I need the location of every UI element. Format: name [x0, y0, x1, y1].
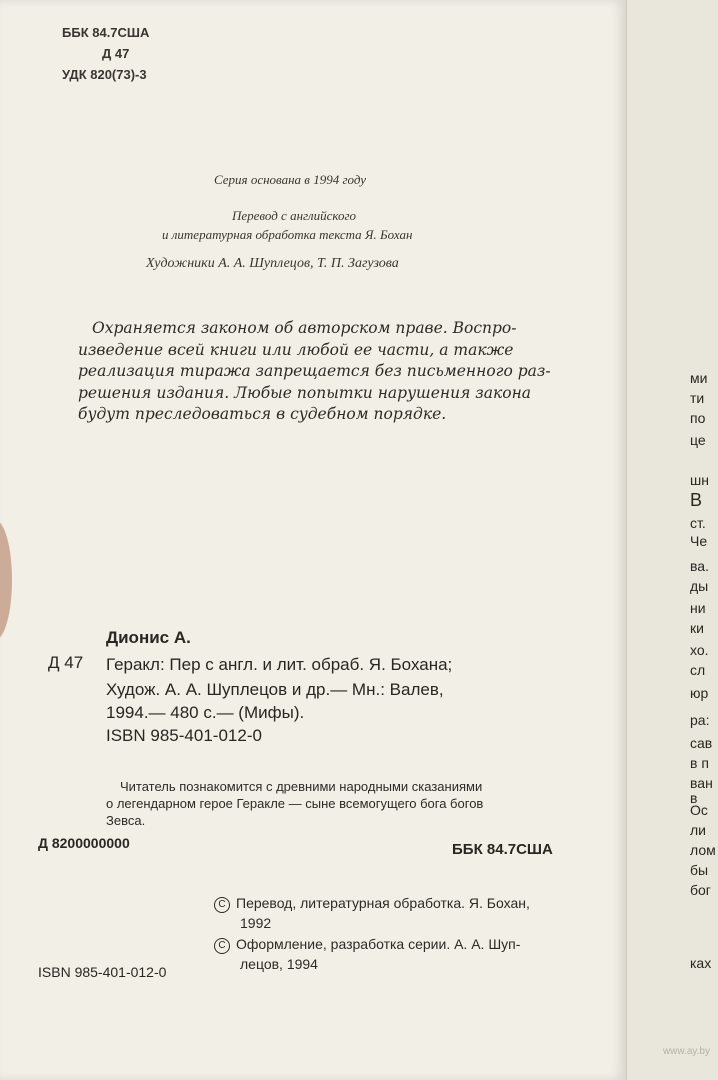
biblio-code: Д 47 [48, 653, 84, 672]
right-page-fragment: в [690, 790, 698, 806]
classification-codes [62, 22, 149, 85]
right-page-fragment: ти [690, 390, 705, 406]
right-page-fragment: лом [690, 842, 716, 858]
right-page-fragment: це [690, 432, 706, 448]
right-page-fragment: ми [690, 370, 708, 386]
index-code: Д 8200000000 [38, 835, 130, 851]
right-page-fragment: в п [690, 755, 709, 771]
copyright-year: 1992 [240, 915, 272, 931]
right-page-fragment: сав [690, 735, 713, 751]
notice-line: будут преследоваться в судебном порядке. [78, 405, 447, 423]
right-page-fragment: хо. [690, 642, 709, 658]
notice-line: решения издания. Любые попытки нарушения закона [78, 383, 532, 402]
isbn-bottom: ISBN 985-401-012-0 [38, 964, 167, 980]
artists: Художники А. А. Шуплецов, Т. П. Загузова [146, 256, 399, 271]
biblio-isbn: ISBN 985-401-012-0 [106, 726, 262, 745]
series-note: Серия основана в 1994 году [214, 172, 367, 187]
right-page-fragment: шн [690, 472, 709, 488]
biblio-author: Дионис А. [106, 628, 191, 647]
notice-line: Охраняется законом об авторском праве. Воспро- [92, 319, 517, 337]
bbk-bottom: ББК 84.7США [452, 841, 553, 858]
right-page-fragment: ни [690, 600, 706, 616]
copyright-icon: C [214, 938, 230, 954]
right-page-fragment: ках [690, 955, 712, 971]
right-page-fragment: ра: [690, 712, 710, 728]
notice-line: изведение всей книги или любой ее части, а также [78, 340, 514, 359]
right-page-fragment: ли [690, 822, 706, 838]
copyright-design [214, 934, 520, 974]
right-page-fragment: ды [690, 578, 709, 594]
abstract-line: Зевса. [106, 813, 146, 828]
biblio-line: 1994.— 480 с.— (Мифы). [106, 703, 305, 722]
udk-code: УДК 820(73)-3 [62, 67, 147, 82]
right-page-fragment: В [690, 490, 703, 510]
notice-line: реализация тиража запрещается без письменного раз- [78, 362, 551, 380]
right-page-fragment: ст. [690, 515, 706, 531]
copyright-notice [78, 318, 566, 426]
abstract-line: Читатель познакомится с древними народными сказаниями [120, 779, 483, 794]
watermark: www.ay.by [662, 1046, 710, 1057]
biblio-line: Геракл: Пер с англ. и лит. обраб. Я. Бохана; [106, 655, 453, 674]
copyright-line: Оформление, разработка серии. А. А. Шуп- [236, 936, 521, 952]
abstract [106, 778, 484, 829]
right-page-fragment: ва. [690, 558, 709, 574]
biblio-line: Худож. А. А. Шуплецов и др.— Мн.: Валев, [106, 680, 444, 699]
right-page-fragment: ван [690, 775, 713, 791]
right-page-fragment: по [690, 410, 706, 426]
bbk-code: ББК 84.7США [62, 25, 150, 40]
copyright-translation [214, 893, 530, 933]
right-page-fragment: ки [690, 620, 704, 636]
right-page-fragment: бы [690, 862, 709, 878]
right-page-fragment: сл [690, 662, 706, 678]
right-page-fragment: бог [690, 882, 711, 898]
right-page-fragment: Ос [690, 802, 708, 818]
right-page-fragment: Че [690, 533, 708, 549]
copyright-year: лецов, 1994 [240, 956, 318, 972]
abstract-line: о легендарном герое Геракле — сыне всемогущего бога богов [106, 796, 484, 811]
copyright-icon: C [214, 897, 230, 913]
right-page-fragment: юр [690, 685, 709, 701]
translation-line2: и литературная обработка текста Я. Бохан [162, 227, 413, 242]
d-code: Д 47 [102, 46, 130, 61]
copyright-line: Перевод, литературная обработка. Я. Бохан, [236, 895, 530, 911]
translation-line1: Перевод с английского [232, 208, 357, 223]
